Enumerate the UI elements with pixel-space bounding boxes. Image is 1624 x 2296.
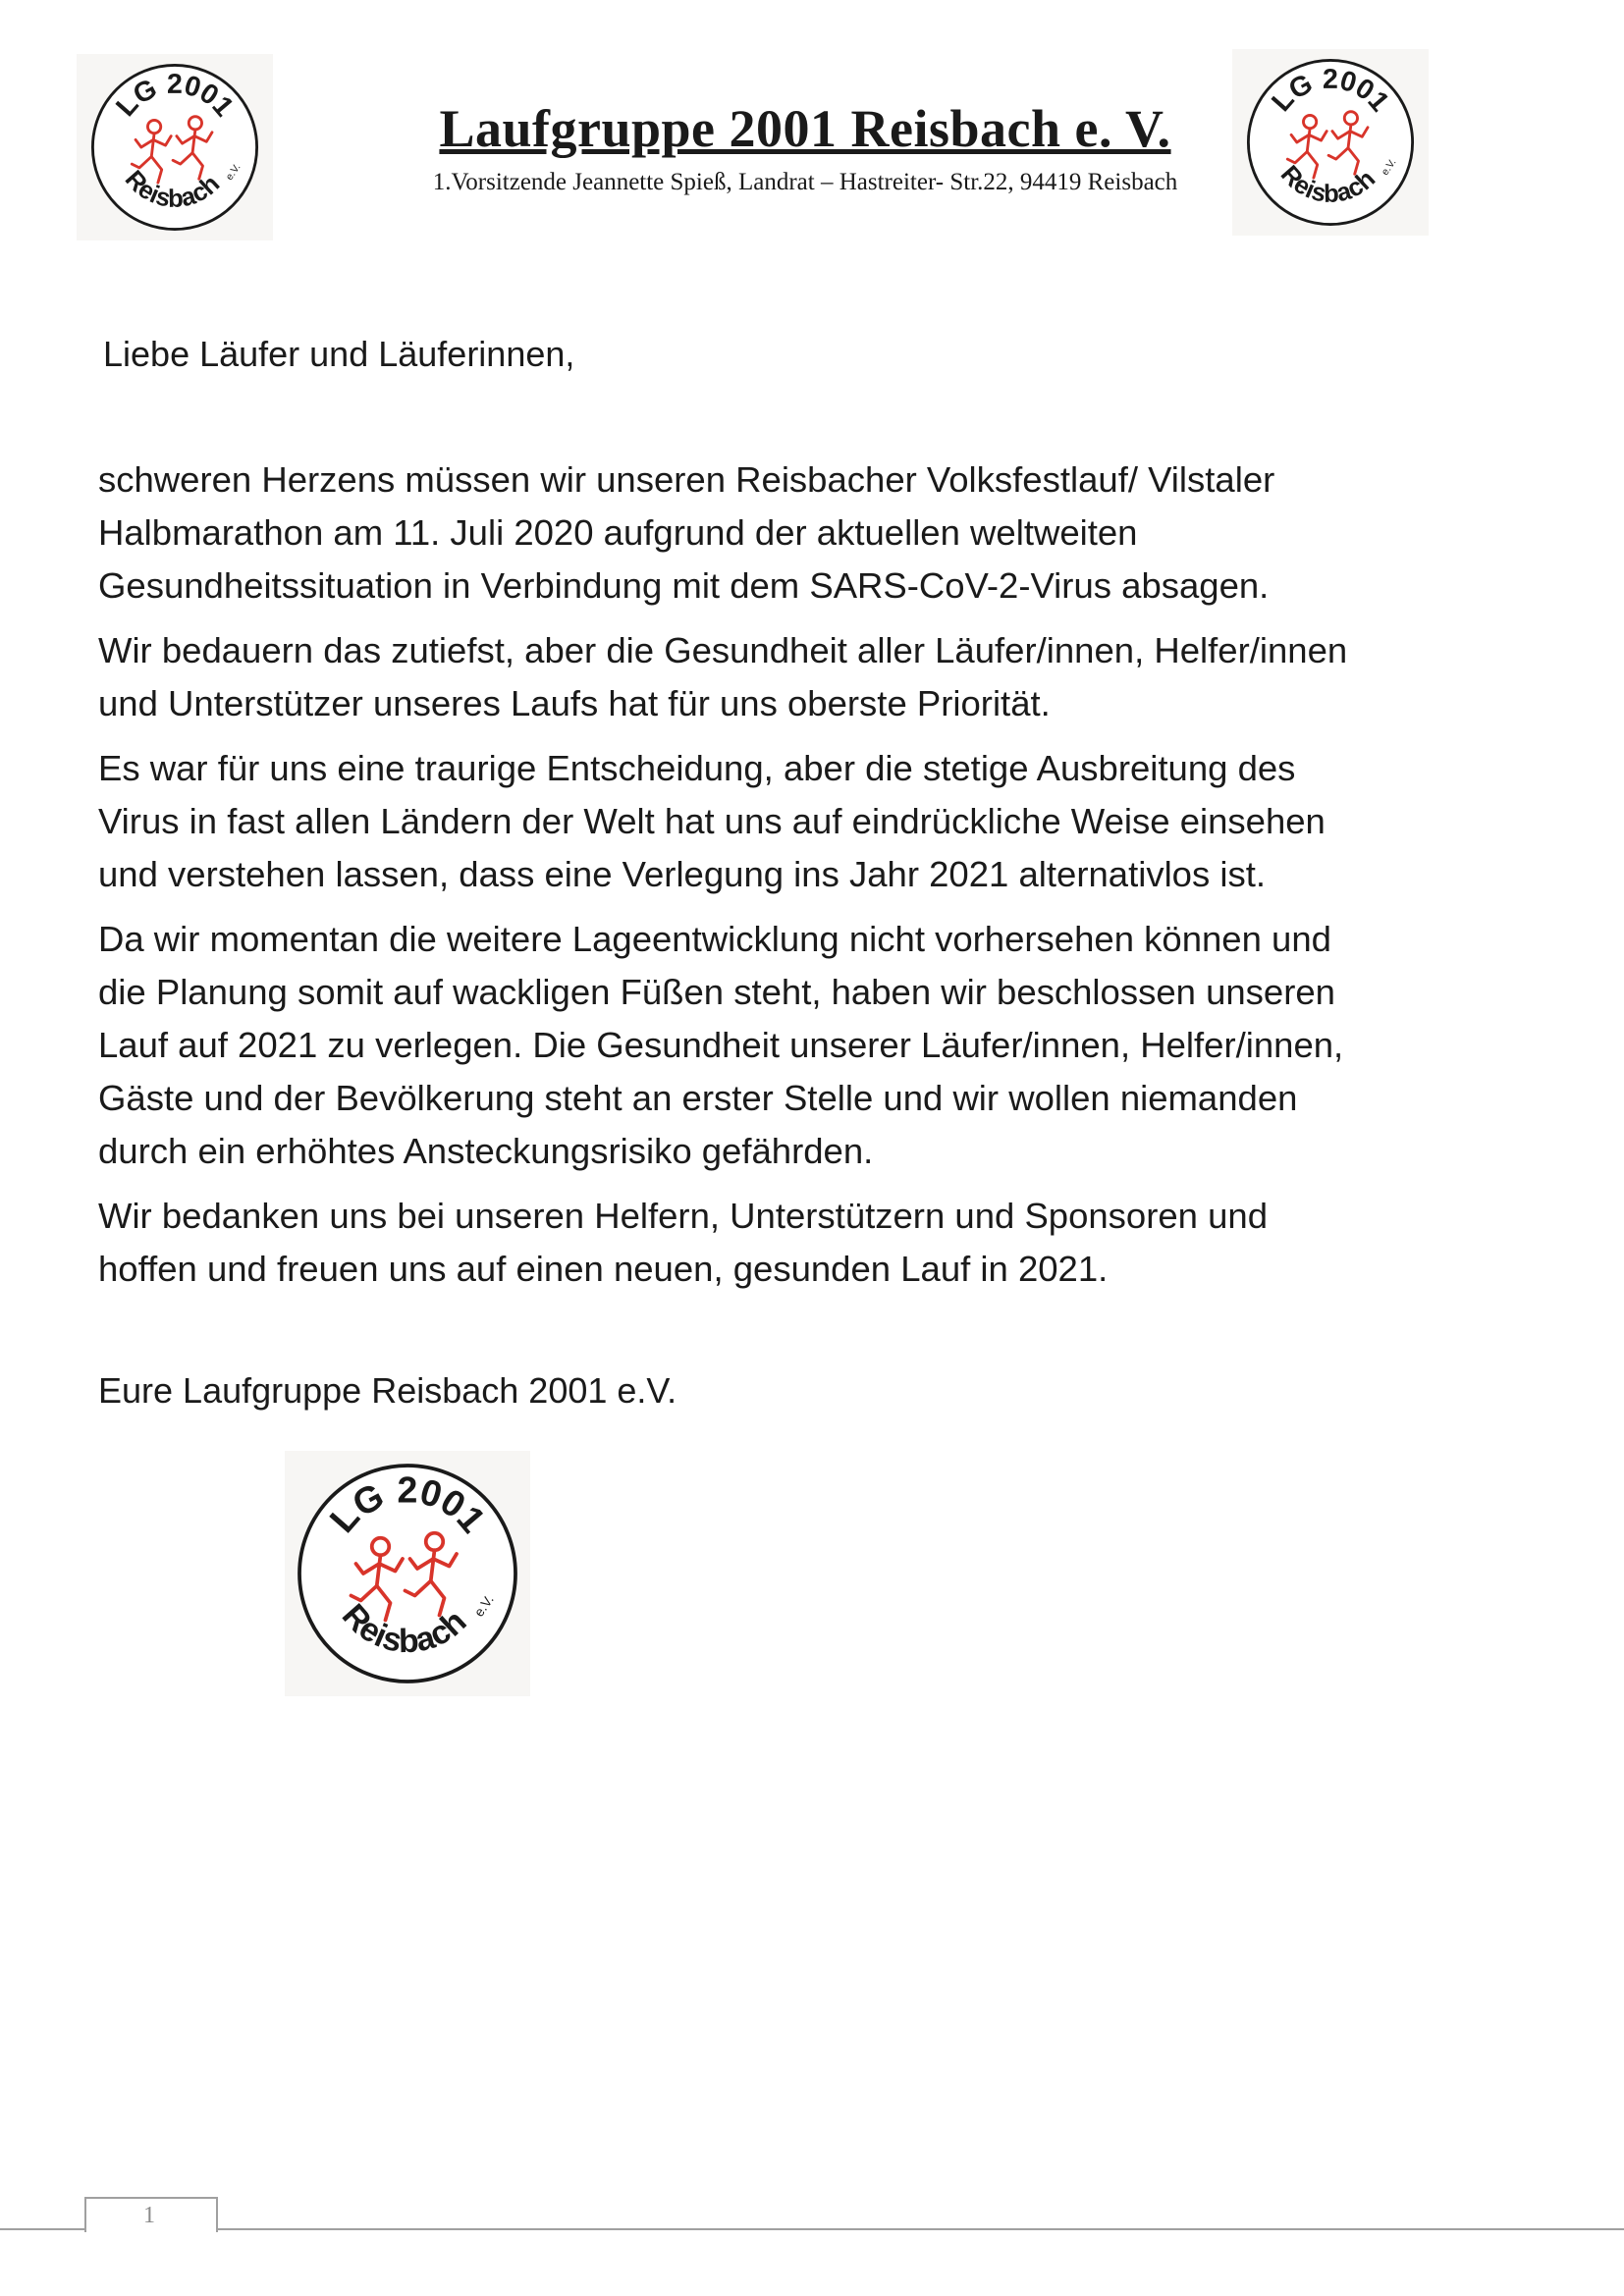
text-line: die Planung somit auf wackligen Füßen steht, haben wir beschlossen unseren — [98, 972, 1335, 1012]
text-line: Virus in fast allen Ländern der Welt hat uns auf eindrückliche Weise einsehen — [98, 801, 1326, 841]
letterhead-title: Laufgruppe 2001 Reisbach e. V. — [439, 99, 1171, 158]
paragraph-3 — [98, 742, 1551, 901]
svg-text:e.V.: e.V. — [471, 1592, 497, 1620]
club-logo-left — [77, 54, 273, 240]
text-line: Da wir momentan die weitere Lageentwicklung nicht vorhersehen können und — [98, 919, 1331, 959]
paragraph-5 — [98, 1190, 1551, 1296]
svg-text:LG 2001: LG 2001 — [1266, 63, 1396, 118]
text-line: Es war für uns eine traurige Entscheidung, aber die stetige Ausbreitung des — [98, 748, 1296, 788]
text-line: hoffen und freuen uns auf einen neuen, gesunden Lauf in 2021. — [98, 1249, 1109, 1289]
footer-rule — [0, 2228, 1624, 2230]
paragraph-2 — [98, 624, 1551, 730]
closing-signature: Eure Laufgruppe Reisbach 2001 e.V. — [98, 1370, 677, 1411]
text-line: schweren Herzens müssen wir unseren Reisbacher Volksfestlauf/ Vilstaler — [98, 459, 1275, 500]
text-line: Lauf auf 2021 zu verlegen. Die Gesundheit unserer Läufer/innen, Helfer/innen, — [98, 1025, 1344, 1065]
salutation: Liebe Läufer und Läuferinnen, — [103, 334, 575, 374]
svg-text:Reisbach: Reisbach — [334, 1596, 474, 1661]
svg-text:e.V.: e.V. — [1380, 157, 1399, 178]
letter-body — [98, 454, 1551, 1308]
svg-text:LG 2001: LG 2001 — [110, 68, 241, 123]
text-line: und verstehen lassen, dass eine Verlegung ins Jahr 2021 alternativlos ist. — [98, 854, 1267, 894]
paragraph-4 — [98, 913, 1551, 1178]
text-line: Gesundheitssituation in Verbindung mit dem SARS-CoV-2-Virus absagen. — [98, 565, 1270, 606]
paragraph-1 — [98, 454, 1551, 613]
text-line: und Unterstützer unseres Laufs hat für uns oberste Priorität. — [98, 683, 1051, 723]
club-logo-signature — [285, 1451, 530, 1696]
text-line: Gäste und der Bevölkerung steht an erster Stelle und wir wollen niemanden — [98, 1078, 1298, 1118]
text-line: durch ein erhöhtes Ansteckungsrisiko gefährden. — [98, 1131, 874, 1171]
svg-text:Reisbach: Reisbach — [119, 165, 226, 213]
letterhead-address: 1.Vorsitzende Jeannette Spieß, Landrat – Hastreiter- Str.22, 94419 Reisbach — [432, 169, 1178, 195]
text-line: Wir bedanken uns bei unseren Helfern, Unterstützern und Sponsoren und — [98, 1196, 1269, 1236]
text-line: Wir bedauern das zutiefst, aber die Gesundheit aller Läufer/innen, Helfer/innen — [98, 630, 1348, 670]
svg-text:Reisbach: Reisbach — [1274, 160, 1381, 208]
page-number: 1 — [143, 2203, 155, 2228]
svg-text:LG 2001: LG 2001 — [321, 1468, 494, 1541]
text-line: Halbmarathon am 11. Juli 2020 aufgrund der aktuellen weltweiten — [98, 512, 1138, 553]
svg-text:e.V.: e.V. — [224, 162, 244, 183]
